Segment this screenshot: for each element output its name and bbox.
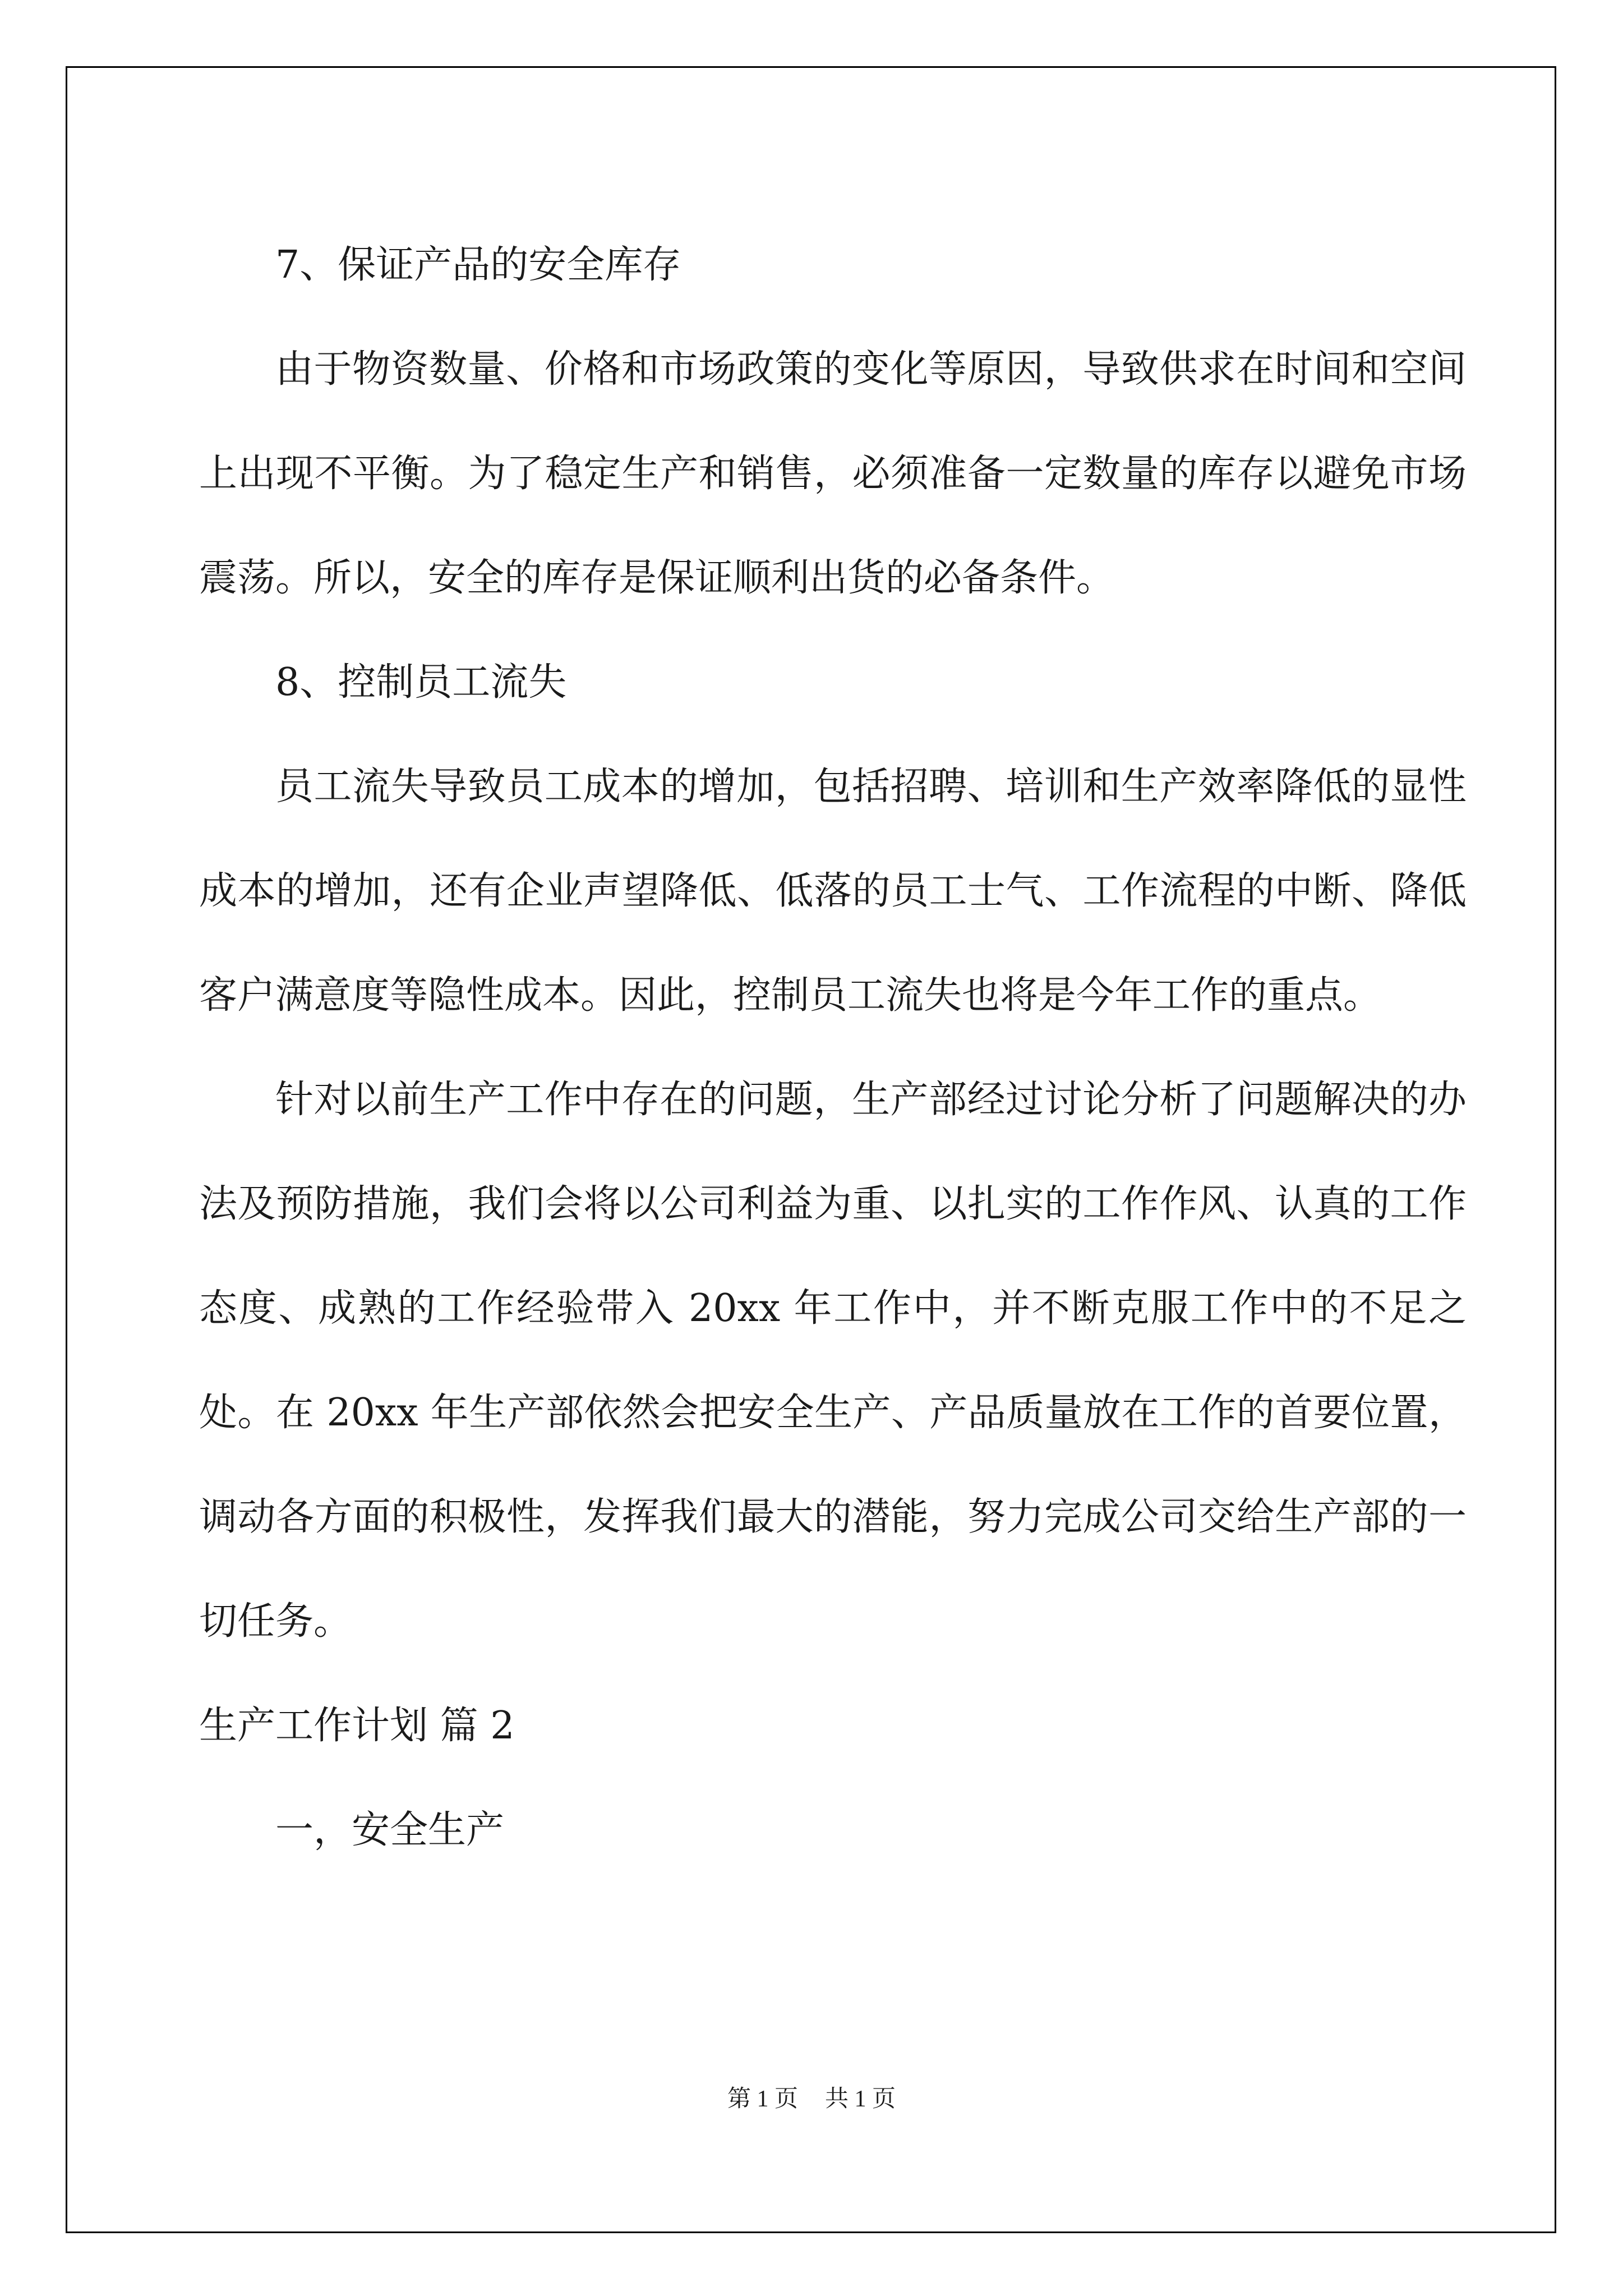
subsection-heading-safety: 一，安全生产: [275, 1808, 505, 1852]
section-heading-7: 7、保证产品的安全库存: [275, 243, 681, 287]
paragraph-staff-turnover: 员工流失导致员工成本的增加，包括招聘、培训和生产效率降低的显性成本的增加，还有企业声望降低、低落的员工士气、工作流程的中断、降低客户满意度等隐性成本。因此，控制员工流失也将是今年工作的重点。: [199, 765, 1467, 1018]
document-body: [199, 213, 1467, 1883]
paragraph-safety-stock: 由于物资数量、价格和市场政策的变化等原因，导致供求在时间和空间上出现不平衡。为了稳定生产和销售，必须准备一定数量的库存以避免市场震荡。所以，安全的库存是保证顺利出货的必备条件。: [199, 347, 1467, 600]
page-total: 共 1 页: [825, 2086, 896, 2112]
page-number: 第 1 页: [727, 2086, 798, 2112]
section-title-plan-2: 生产工作计划 篇 2: [199, 1704, 515, 1748]
paragraph-summary: 针对以前生产工作中存在的问题，生产部经过讨论分析了问题解决的办法及预防措施，我们会将以公司利益为重、以扎实的工作作风、认真的工作态度、成熟的工作经验带入 20xx 年工作中，并不断克服工作中的不足之处。在 20xx 年生产部依然会把安全生产、产品质量放在工作的首要位置，调动各方面的积极性，发挥我们最大的潜能，努力完成公司交给生产部的一切任务。: [199, 1078, 1467, 1644]
section-heading-8: 8、控制员工流失: [275, 660, 567, 705]
page-footer: [0, 2080, 1623, 2114]
